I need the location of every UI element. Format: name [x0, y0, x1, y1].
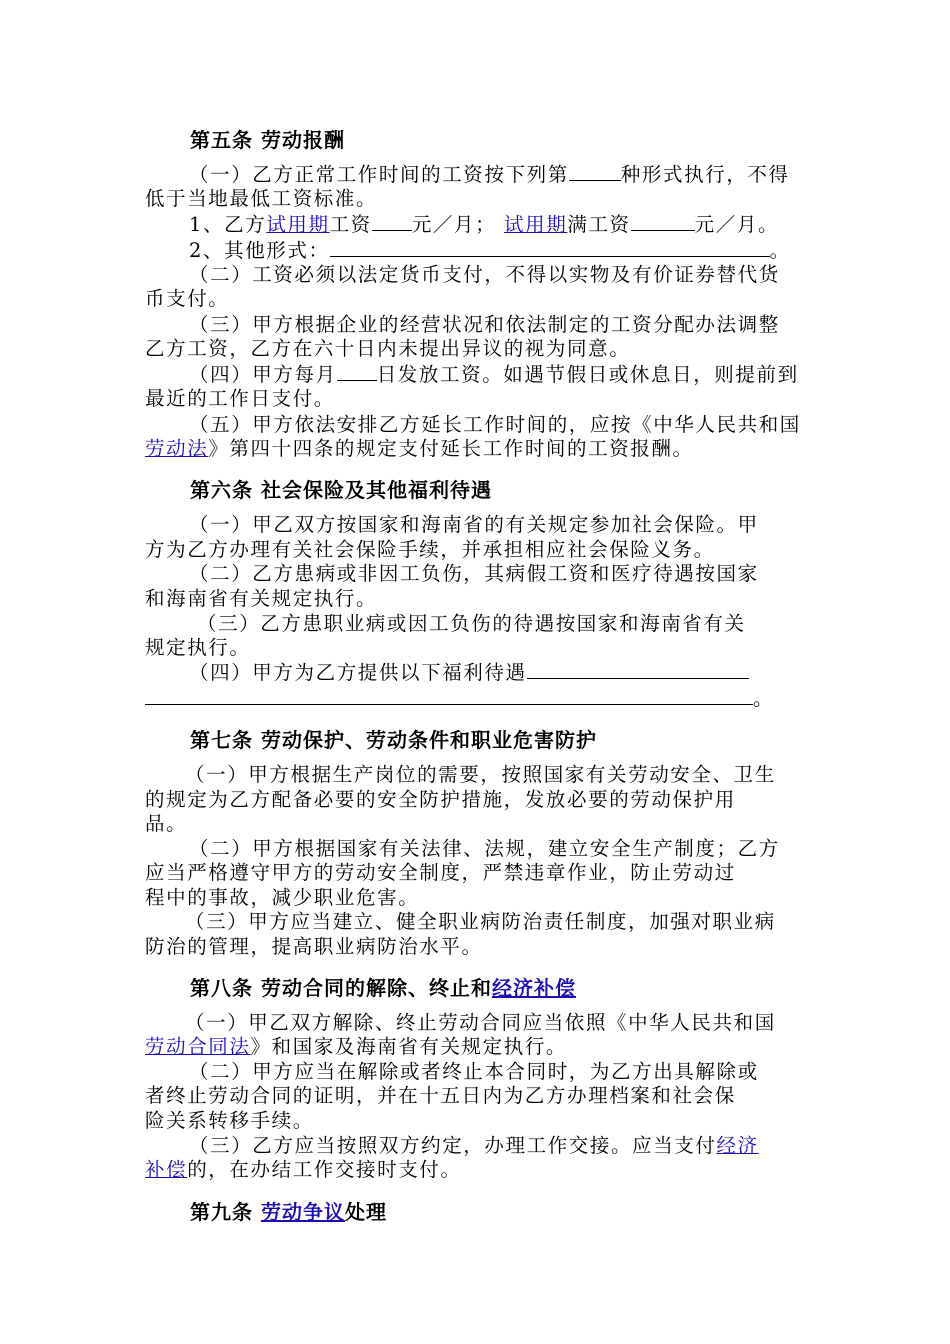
art5-para-1-line-1	[145, 162, 854, 188]
art6-para-1-line-2: 方为乙方办理有关社会保险手续，并承担相应社会保险义务。	[145, 538, 715, 561]
art5-para-7-line-2	[145, 436, 810, 462]
blank-field[interactable]	[372, 212, 412, 231]
blank-field[interactable]	[337, 362, 377, 381]
article-8-heading	[190, 972, 576, 1001]
art7-para-3-line-2: 防治的管理，提高职业病防治水平。	[145, 935, 483, 958]
art6-para-4-line-2	[145, 686, 810, 712]
text: 第八条 劳动合同的解除、终止和	[190, 976, 492, 1000]
art6-para-4-line-1	[145, 660, 854, 686]
text: 元／月。	[694, 213, 780, 236]
art6-para-1-line-1: （一）甲乙双方按国家和海南省的有关规定参加社会保险。甲	[189, 513, 759, 536]
blank-field[interactable]	[569, 162, 621, 181]
text: 的，在办结工作交接时支付。	[187, 1158, 462, 1181]
art5-para-3	[145, 238, 854, 264]
link-compensation[interactable]: 补偿	[145, 1158, 188, 1181]
art5-para-6-line-1	[145, 362, 854, 388]
article-7-heading: 第七条 劳动保护、劳动条件和职业危害防护	[190, 728, 597, 752]
blank-field[interactable]	[527, 660, 749, 679]
art5-para-6-line-2: 最近的工作日支付。	[145, 387, 335, 410]
art6-para-2-line-2: 和海南省有关规定执行。	[145, 587, 378, 610]
link-economic-compensation[interactable]: 经济补偿	[491, 976, 576, 1000]
article-6-heading: 第六条 社会保险及其他福利待遇	[190, 478, 492, 502]
text: 日发放工资。如遇节假日或休息日，则提前到	[376, 363, 799, 386]
blank-field[interactable]	[631, 212, 695, 231]
text: 第九条	[190, 1200, 261, 1224]
art5-para-5-line-1: （三）甲方根据企业的经营状况和依法制定的工资分配办法调整	[189, 313, 780, 336]
text: 。	[753, 687, 775, 710]
link-probation[interactable]: 试用期	[266, 213, 330, 236]
art8-para-2-line-2: 者终止劳动合同的证明，并在十五日内为乙方办理档案和社会保	[145, 1084, 736, 1107]
text: 满工资	[567, 213, 631, 236]
link-probation-2[interactable]: 试用期	[504, 213, 568, 236]
art5-para-2	[145, 212, 854, 238]
art6-para-2-line-1: （二）乙方患病或非因工负伤，其病假工资和医疗待遇按国家	[189, 562, 759, 585]
text: 》和国家及海南省有关规定执行。	[250, 1035, 568, 1058]
art5-para-4-line-2: 币支付。	[145, 287, 230, 310]
link-labor-law[interactable]: 劳动法	[145, 437, 209, 460]
text: （三）乙方应当按照双方约定，办理工作交接。应当支付	[189, 1134, 717, 1157]
art5-para-1-line-2: 低于当地最低工资标准。	[145, 187, 378, 210]
text: 1、乙方	[189, 213, 267, 236]
text: （四）甲方每月	[189, 363, 337, 386]
art7-para-2-line-3: 程中的事故，减少职业危害。	[145, 886, 420, 909]
art7-para-2-line-2: 应当严格遵守甲方的劳动安全制度，严禁违章作业，防止劳动过	[145, 861, 736, 884]
link-economic[interactable]: 经济	[716, 1134, 759, 1157]
art8-para-3-line-2	[145, 1157, 810, 1183]
art8-para-1-line-1: （一）甲乙双方解除、终止劳动合同应当依照《中华人民共和国	[185, 1011, 776, 1034]
blank-field[interactable]	[145, 686, 753, 705]
blank-field[interactable]	[330, 238, 770, 257]
art6-para-3-line-1: （三）乙方患职业病或因工负伤的待遇按国家和海南省有关	[197, 612, 746, 635]
art8-para-3-line-1	[145, 1133, 854, 1159]
link-labor-dispute[interactable]: 劳动争议	[260, 1200, 345, 1224]
text: 处理	[344, 1200, 387, 1224]
text: 种形式执行，不得	[620, 163, 790, 186]
article-9-heading	[190, 1196, 387, 1225]
art7-para-3-line-1: （三）甲方应当建立、健全职业病防治责任制度，加强对职业病	[185, 910, 776, 933]
art8-para-1-line-2	[145, 1034, 810, 1060]
art7-para-1-line-2: 的规定为乙方配备必要的安全防护措施，发放必要的劳动保护用	[145, 788, 736, 811]
art7-para-2-line-1: （二）甲方根据国家有关法律、法规，建立安全生产制度；乙方	[189, 837, 780, 860]
text: 2、其他形式：	[189, 239, 330, 262]
link-labor-contract-law[interactable]: 劳动合同法	[145, 1035, 251, 1058]
text: 》第四十四条的规定支付延长工作时间的工资报酬。	[208, 437, 694, 460]
art8-para-2-line-3: 险关系转移手续。	[145, 1109, 314, 1132]
text: （一）乙方正常工作时间的工资按下列第	[189, 163, 569, 186]
text: 元／月；	[411, 213, 497, 236]
art5-para-4-line-1: （二）工资必须以法定货币支付，不得以实物及有价证券替代货	[189, 263, 780, 286]
art6-para-3-line-2: 规定执行。	[145, 636, 251, 659]
article-5-heading: 第五条 劳动报酬	[190, 128, 345, 152]
text: （四）甲方为乙方提供以下福利待遇	[189, 661, 527, 684]
art8-para-2-line-1: （二）甲方应当在解除或者终止本合同时，为乙方出具解除或	[189, 1060, 759, 1083]
art7-para-1-line-3: 品。	[145, 812, 188, 835]
art5-para-7-line-1: （五）甲方依法安排乙方延长工作时间的，应按《中华人民共和国	[189, 413, 801, 436]
text: 工资	[329, 213, 372, 236]
text: 。	[769, 239, 791, 262]
art5-para-5-line-2: 乙方工资，乙方在六十日内未提出异议的视为同意。	[145, 337, 631, 360]
art7-para-1-line-1: （一）甲方根据生产岗位的需要，按照国家有关劳动安全、卫生	[185, 763, 776, 786]
